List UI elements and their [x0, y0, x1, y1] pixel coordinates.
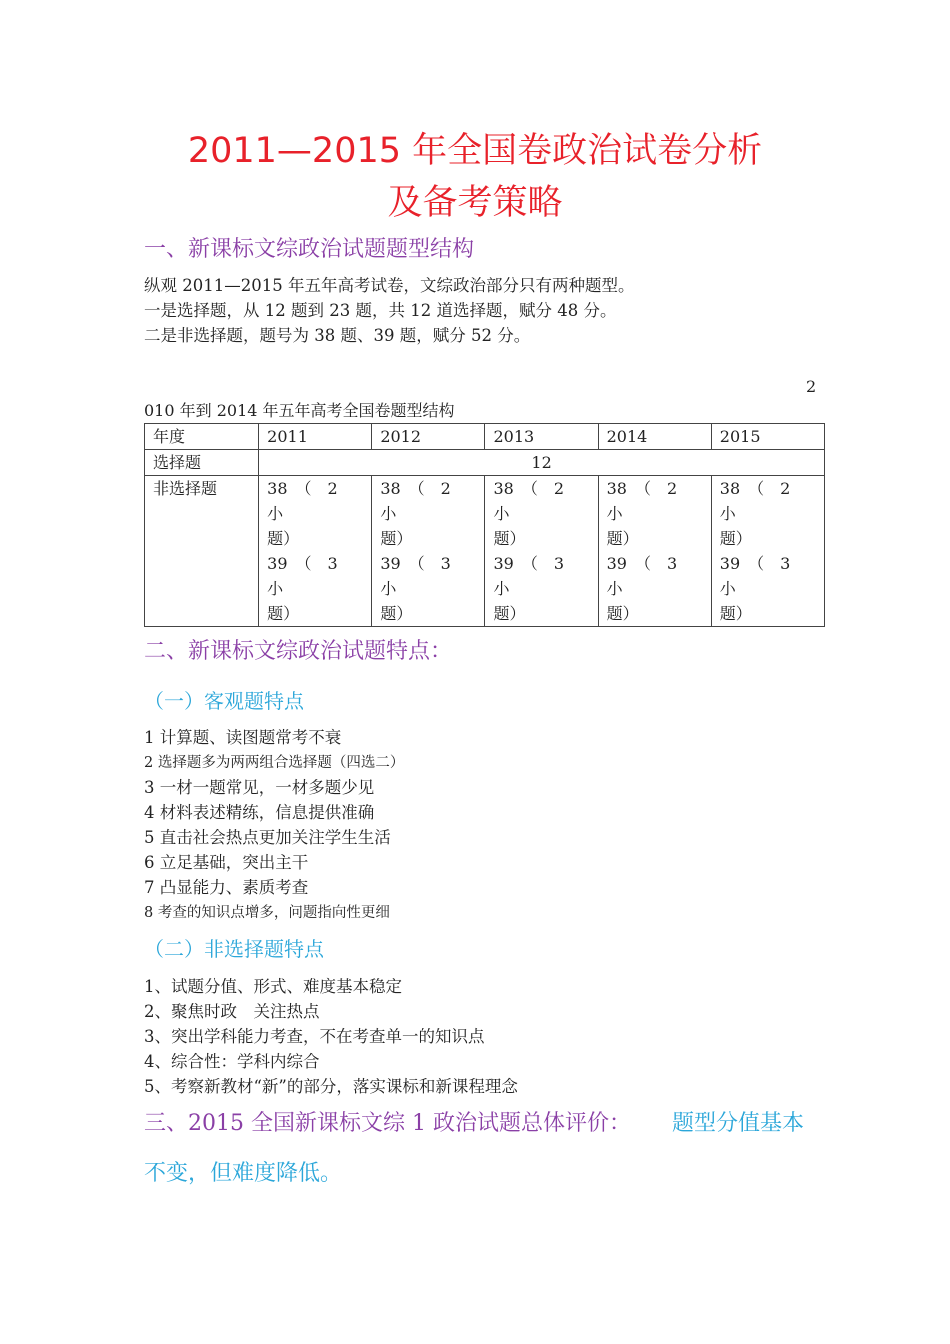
table-cell — [598, 476, 711, 627]
subsection2-heading: （二）非选择题特点 — [144, 937, 324, 961]
cell-line: 39 （ 3 小 — [493, 554, 581, 598]
cell-line: 题） — [267, 529, 300, 548]
cell-line: 题） — [606, 529, 639, 548]
cell-line: 39 （ 3 小 — [380, 554, 467, 598]
section1-line-3: 二是非选择题，题号为 38 题、39 题，赋分 52 分。 — [144, 326, 531, 345]
cell-line: 39 （ 3 小 — [719, 554, 807, 598]
objective-item-6: 6 立足基础，突出主干 — [144, 853, 309, 872]
objective-item-3: 3 一材一题常见，一材多题少见 — [144, 778, 375, 797]
subjective-item-5: 5、考察新教材“新”的部分，落实课标和新课程理念 — [144, 1077, 518, 1096]
table-row-choice — [145, 450, 825, 476]
table-cell — [259, 476, 372, 627]
table-header-cell: 2012 — [372, 424, 485, 450]
section1-heading: 一、新课标文综政治试题题型结构 — [144, 237, 475, 262]
table-header-cell: 2011 — [259, 424, 372, 450]
question-type-table — [144, 423, 825, 627]
table-caption-number: 2 — [806, 377, 817, 396]
objective-item-4: 4 材料表述精练，信息提供准确 — [144, 803, 375, 822]
section1-line-1: 纵观 2011—2015 年五年高考试卷，文综政治部分只有两种题型。 — [144, 276, 635, 295]
section2-heading: 二、新课标文综政治试题特点： — [144, 639, 453, 664]
objective-item-1: 1 计算题、读图题常考不衰 — [144, 728, 342, 747]
cell-line: 题） — [606, 604, 639, 623]
table-row-label: 非选择题 — [145, 476, 259, 627]
table-cell — [485, 476, 598, 627]
table-header-cell: 2013 — [485, 424, 598, 450]
subjective-item-4: 4、综合性：学科内综合 — [144, 1052, 320, 1071]
objective-item-5: 5 直击社会热点更加关注学生生活 — [144, 828, 391, 847]
cell-line: 题） — [493, 604, 526, 623]
page-title-line1: 2011—2015 年全国卷政治试卷分析 — [187, 131, 763, 171]
section3-heading — [144, 1110, 631, 1138]
cell-line: 题） — [267, 604, 300, 623]
table-cell-choice-count: 12 — [259, 450, 825, 476]
table-caption: 010 年到 2014 年五年高考全国卷题型结构 — [144, 401, 455, 420]
section3-heading-text: 三、2015 全国新课标文综 1 政治试题总体评价： — [144, 1111, 631, 1136]
cell-line: 38 （ 2 小 — [606, 479, 694, 523]
cell-line: 39 （ 3 小 — [267, 554, 354, 598]
cell-line: 39 （ 3 小 — [606, 554, 694, 598]
cell-line: 题） — [493, 529, 526, 548]
section3-heading-tail: 题型分值基本 — [672, 1111, 805, 1136]
subjective-item-2: 2、聚焦时政 关注热点 — [144, 1002, 320, 1021]
subjective-item-3: 3、突出学科能力考查，不在考查单一的知识点 — [144, 1027, 485, 1046]
cell-line: 38 （ 2 小 — [380, 479, 467, 523]
page-title-line2: 及备考策略 — [387, 183, 563, 223]
table-row-label: 选择题 — [145, 450, 259, 476]
table-header-cell: 2014 — [598, 424, 711, 450]
table-header-cell: 2015 — [711, 424, 824, 450]
cell-line: 题） — [380, 529, 413, 548]
cell-line: 38 （ 2 小 — [719, 479, 807, 523]
cell-line: 题） — [380, 604, 413, 623]
section1-line-2: 一是选择题，从 12 题到 23 题，共 12 道选择题，赋分 48 分。 — [144, 301, 617, 320]
subsection1-heading: （一）客观题特点 — [144, 689, 304, 713]
table-cell — [372, 476, 485, 627]
objective-item-2: 2 选择题多为两两组合选择题（四选二） — [144, 755, 405, 771]
cell-line: 题） — [719, 604, 752, 623]
cell-line: 38 （ 2 小 — [493, 479, 581, 523]
objective-item-7: 7 凸显能力、素质考查 — [144, 878, 309, 897]
cell-line: 38 （ 2 小 — [267, 479, 354, 523]
section3-continuation: 不变，但难度降低。 — [144, 1161, 343, 1186]
table-cell — [711, 476, 824, 627]
subjective-item-1: 1、试题分值、形式、难度基本稳定 — [144, 977, 402, 996]
cell-line: 题） — [719, 529, 752, 548]
objective-item-8: 8 考查的知识点增多，问题指向性更细 — [144, 905, 390, 921]
table-header-cell: 年度 — [145, 424, 259, 450]
table-row-nonchoice — [145, 476, 825, 627]
table-header-row — [145, 424, 825, 450]
